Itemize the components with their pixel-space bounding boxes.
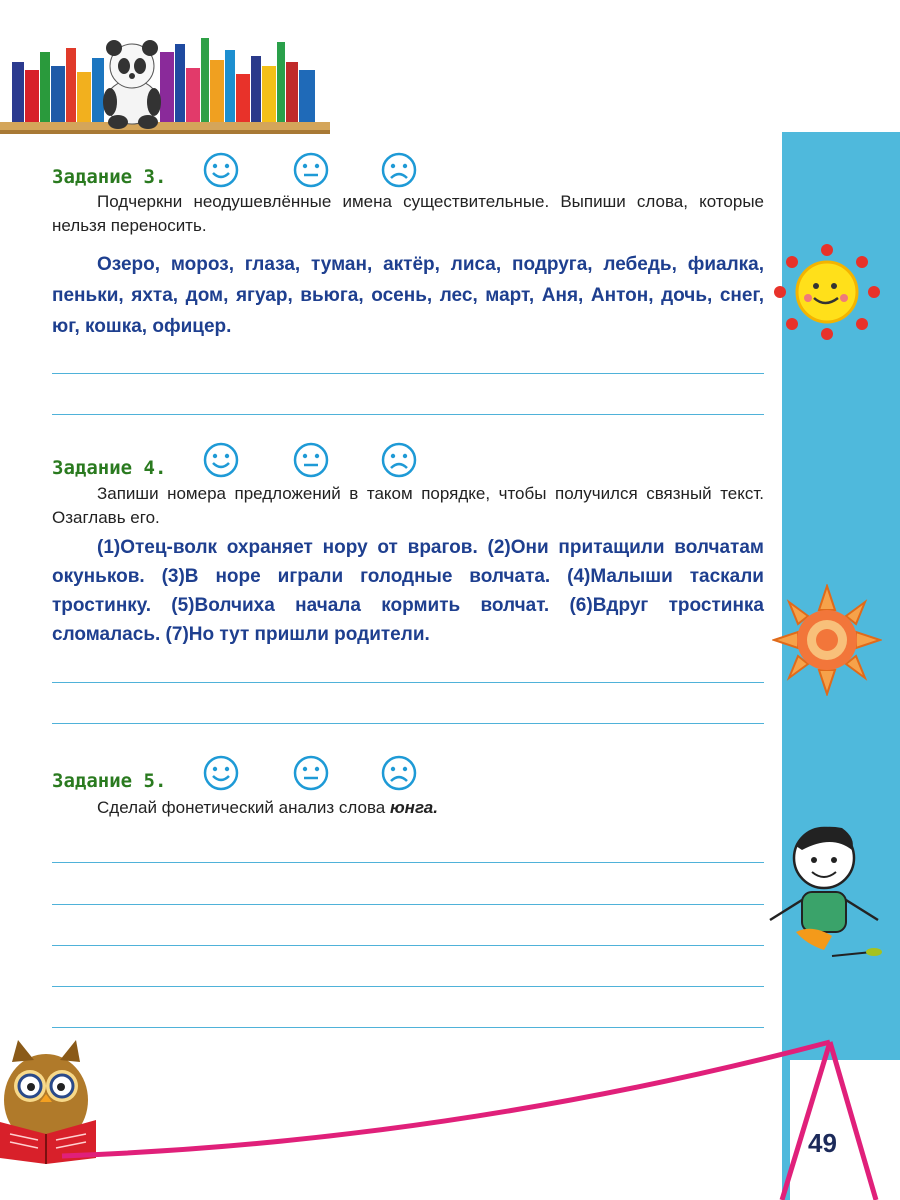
smiley-sad-icon[interactable] <box>381 442 417 478</box>
smiley-happy-icon[interactable] <box>203 755 239 791</box>
answer-line[interactable] <box>52 986 764 987</box>
panda-icon <box>103 40 161 129</box>
task-4-sentences: (1)Отец-волк охраняет нору от врагов. (2)Они притащили волчатам окуньков. (3)В норе играли голодные волчата. (4)Малыши таскали тростинку. (5)Волчиха начала кормить волчат. (6)Вдруг тростинка сломалась. (7)Но тут пришли родители. <box>52 537 764 645</box>
pink-ribbon-decoration <box>50 1032 900 1200</box>
smiley-happy-icon[interactable] <box>203 152 239 188</box>
task-4-title: Задание 4. <box>52 457 167 479</box>
page-number: 49 <box>808 1128 837 1158</box>
task-5-instruction <box>52 796 764 820</box>
answer-line[interactable] <box>52 1027 764 1028</box>
sun-icon <box>772 244 882 340</box>
boy-icon <box>762 820 886 970</box>
answer-line[interactable] <box>52 723 764 724</box>
task-3-words: Озеро, мороз, глаза, туман, актёр, лиса, подруга, лебедь, фиалка, пеньки, яхта, дом, ягуар, вьюга, осень, лес, март, Аня, Антон, дочь, снег, юг, кошка, офицер. <box>52 254 764 337</box>
answer-line[interactable] <box>52 904 764 905</box>
answer-line[interactable] <box>52 682 764 683</box>
smiley-neutral-icon[interactable] <box>293 152 329 188</box>
smiley-sad-icon[interactable] <box>381 755 417 791</box>
task-3-instruction: Подчеркни неодушевлённые имена существительные. Выпиши слова, которые нельзя переносить. <box>52 192 764 235</box>
answer-line[interactable] <box>52 945 764 946</box>
answer-line[interactable] <box>52 373 764 374</box>
smiley-sad-icon[interactable] <box>381 152 417 188</box>
smiley-neutral-icon[interactable] <box>293 442 329 478</box>
task-5-word: юнга. <box>389 798 438 817</box>
task-5-title: Задание 5. <box>52 770 167 792</box>
task-3-title: Задание 3. <box>52 166 167 188</box>
smiley-happy-icon[interactable] <box>203 442 239 478</box>
task-5-instruction-text: Сделай фонетический анализ слова <box>97 798 390 817</box>
smiley-neutral-icon[interactable] <box>293 755 329 791</box>
answer-line[interactable] <box>52 414 764 415</box>
bookshelf-illustration <box>0 30 335 140</box>
sun-icon <box>772 584 882 696</box>
task-4-instruction: Запиши номера предложений в таком порядке, чтобы получился связный текст. Озаглавь его. <box>52 484 764 527</box>
answer-line[interactable] <box>52 862 764 863</box>
